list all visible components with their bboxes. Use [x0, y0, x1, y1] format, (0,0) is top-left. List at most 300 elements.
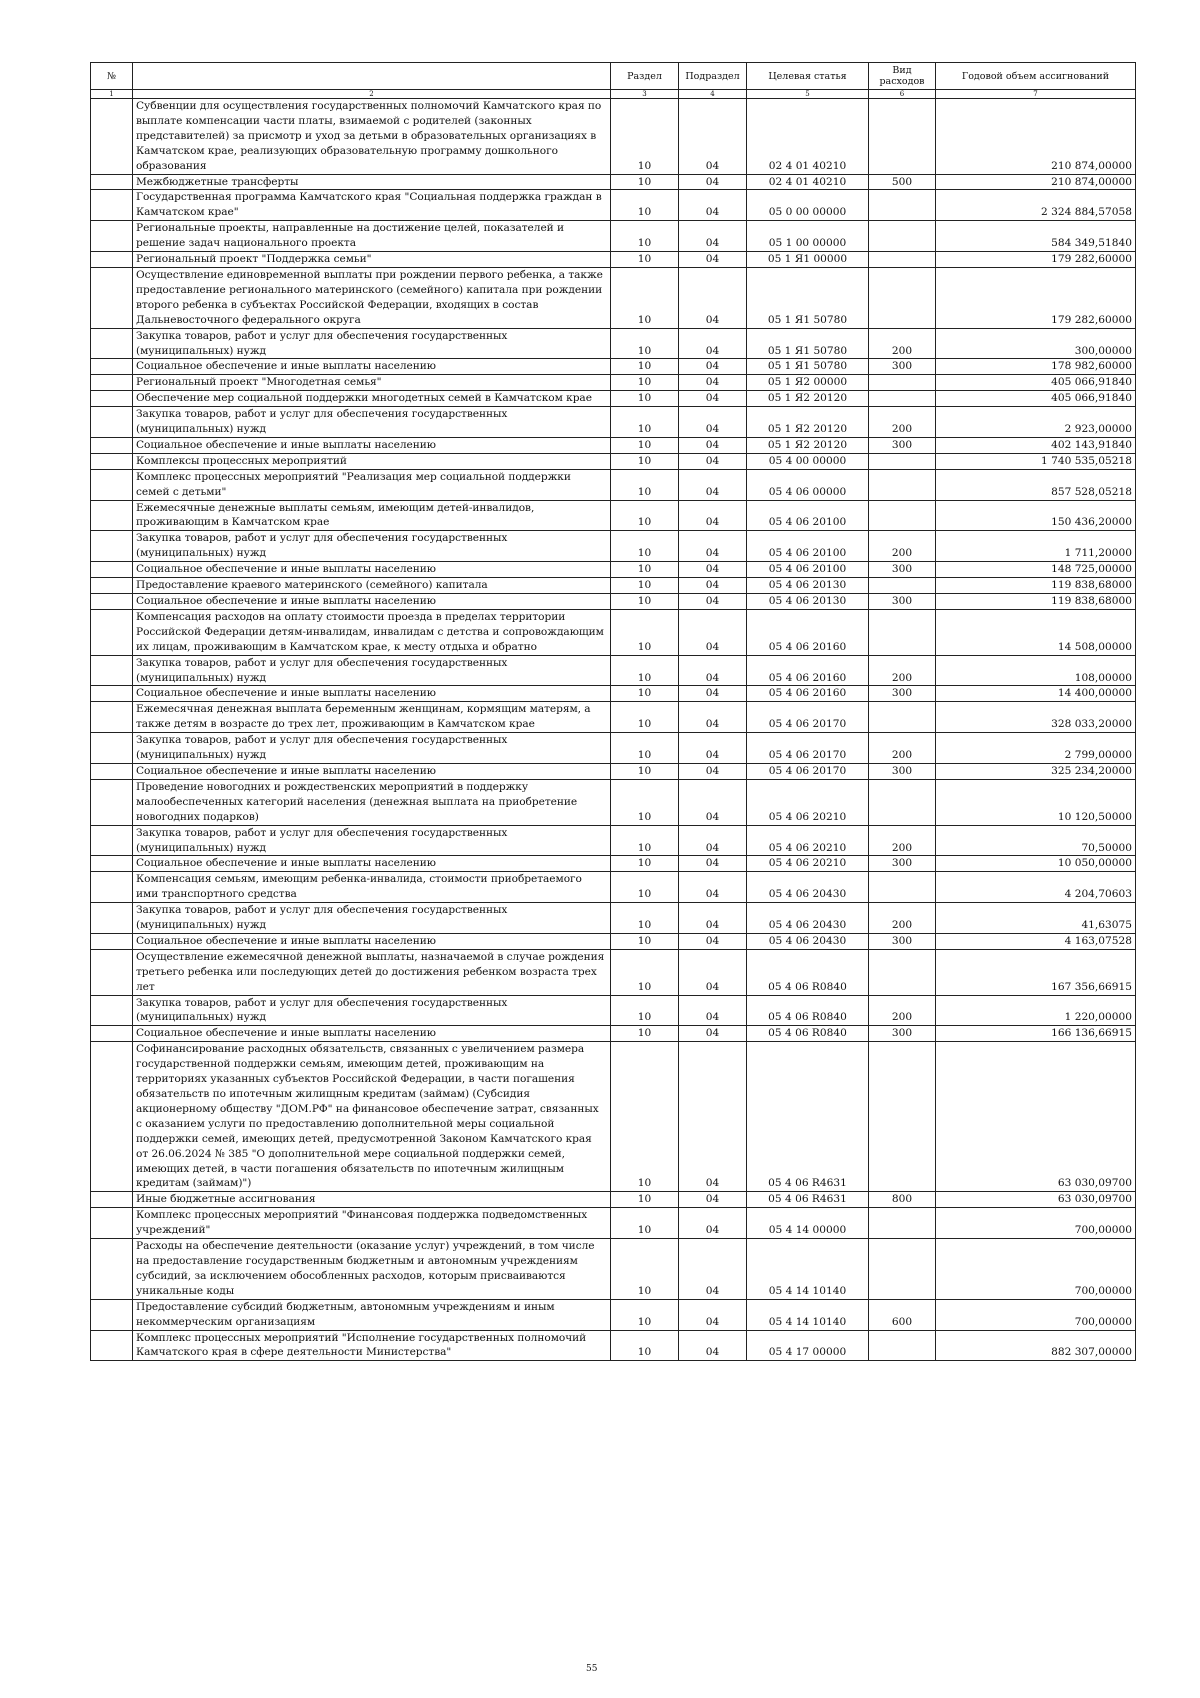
- row-subsection: 04: [679, 267, 747, 328]
- row-number: [91, 562, 133, 578]
- row-subsection: 04: [679, 655, 747, 686]
- col-index-4: 4: [679, 90, 747, 99]
- row-amount: 119 838,68000: [936, 594, 1136, 610]
- table-row: [91, 825, 1136, 856]
- table-row: [91, 763, 1136, 779]
- row-target-article: 05 1 Я1 50780: [747, 328, 869, 359]
- row-name: Государственная программа Камчатского края "Социальная поддержка граждан в Камчатском крае": [133, 190, 611, 221]
- row-name: Комплексы процессных мероприятий: [133, 453, 611, 469]
- row-section: 10: [611, 469, 679, 500]
- row-name: Осуществление единовременной выплаты при рождении первого ребенка, а также предоставление регионального материнского (семейного) капитала при рождении второго ребенка в субъектах Российской Федерации, входящих в состав Дальневосточного федерального округа: [133, 267, 611, 328]
- table-row: [91, 453, 1136, 469]
- row-subsection: 04: [679, 391, 747, 407]
- row-subsection: 04: [679, 99, 747, 175]
- row-amount: 405 066,91840: [936, 391, 1136, 407]
- row-target-article: 05 4 06 R0840: [747, 995, 869, 1026]
- row-section: 10: [611, 1330, 679, 1361]
- table-row: [91, 686, 1136, 702]
- row-target-article: 05 4 06 00000: [747, 469, 869, 500]
- row-target-article: 05 4 14 10140: [747, 1299, 869, 1330]
- row-amount: 70,50000: [936, 825, 1136, 856]
- row-name: Осуществление ежемесячной денежной выплаты, назначаемой в случае рождения третьего ребенка или последующих детей до достижения ребенком возраста трех лет: [133, 949, 611, 995]
- table-row: [91, 500, 1136, 531]
- row-number: [91, 933, 133, 949]
- row-expense-kind: [869, 252, 936, 268]
- table-row: [91, 1299, 1136, 1330]
- row-name: Межбюджетные трансферты: [133, 174, 611, 190]
- table-row: [91, 375, 1136, 391]
- row-subsection: 04: [679, 328, 747, 359]
- row-subsection: 04: [679, 407, 747, 438]
- row-target-article: 05 4 06 R0840: [747, 949, 869, 995]
- row-name: Закупка товаров, работ и услуг для обеспечения государственных (муниципальных) нужд: [133, 407, 611, 438]
- row-expense-kind: [869, 500, 936, 531]
- row-section: 10: [611, 500, 679, 531]
- row-expense-kind: [869, 872, 936, 903]
- table-row: [91, 221, 1136, 252]
- table-row: [91, 1192, 1136, 1208]
- row-name: Закупка товаров, работ и услуг для обеспечения государственных (муниципальных) нужд: [133, 328, 611, 359]
- row-section: 10: [611, 1239, 679, 1300]
- row-name: Иные бюджетные ассигнования: [133, 1192, 611, 1208]
- row-amount: 2 324 884,57058: [936, 190, 1136, 221]
- row-target-article: 05 4 06 20210: [747, 825, 869, 856]
- row-subsection: 04: [679, 359, 747, 375]
- row-name: Закупка товаров, работ и услуг для обеспечения государственных (муниципальных) нужд: [133, 655, 611, 686]
- row-number: [91, 578, 133, 594]
- row-section: 10: [611, 359, 679, 375]
- row-target-article: 05 4 06 20100: [747, 500, 869, 531]
- row-expense-kind: 500: [869, 174, 936, 190]
- row-target-article: 02 4 01 40210: [747, 99, 869, 175]
- row-section: 10: [611, 779, 679, 825]
- row-section: 10: [611, 453, 679, 469]
- row-amount: 179 282,60000: [936, 252, 1136, 268]
- table-row: [91, 562, 1136, 578]
- row-subsection: 04: [679, 609, 747, 655]
- row-section: 10: [611, 903, 679, 934]
- row-target-article: 05 1 Я1 50780: [747, 267, 869, 328]
- table-row: [91, 872, 1136, 903]
- row-number: [91, 1026, 133, 1042]
- table-row: [91, 469, 1136, 500]
- row-subsection: 04: [679, 686, 747, 702]
- row-number: [91, 252, 133, 268]
- row-section: 10: [611, 702, 679, 733]
- row-amount: 700,00000: [936, 1299, 1136, 1330]
- row-target-article: 05 4 06 20130: [747, 594, 869, 610]
- row-name: Комплекс процессных мероприятий "Исполнение государственных полномочий Камчатского края в сфере деятельности Министерства": [133, 1330, 611, 1361]
- row-amount: 167 356,66915: [936, 949, 1136, 995]
- row-name: Компенсация семьям, имеющим ребенка-инвалида, стоимости приобретаемого ими транспортного средства: [133, 872, 611, 903]
- row-name: Региональные проекты, направленные на достижение целей, показателей и решение задач национального проекта: [133, 221, 611, 252]
- row-amount: 150 436,20000: [936, 500, 1136, 531]
- row-number: [91, 856, 133, 872]
- row-target-article: 05 0 00 00000: [747, 190, 869, 221]
- row-section: 10: [611, 99, 679, 175]
- row-subsection: 04: [679, 453, 747, 469]
- row-amount: 10 050,00000: [936, 856, 1136, 872]
- row-target-article: 05 4 06 20100: [747, 562, 869, 578]
- col-header-article: Целевая статья: [747, 63, 869, 90]
- row-amount: 10 120,50000: [936, 779, 1136, 825]
- row-subsection: 04: [679, 763, 747, 779]
- budget-sheet: [90, 62, 1135, 1361]
- row-expense-kind: 300: [869, 594, 936, 610]
- table-row: [91, 328, 1136, 359]
- row-target-article: 05 4 06 20170: [747, 702, 869, 733]
- table-row: [91, 995, 1136, 1026]
- table-row: [91, 903, 1136, 934]
- row-amount: 63 030,09700: [936, 1192, 1136, 1208]
- row-amount: 328 033,20000: [936, 702, 1136, 733]
- row-expense-kind: [869, 453, 936, 469]
- row-section: 10: [611, 594, 679, 610]
- table-row: [91, 99, 1136, 175]
- row-expense-kind: [869, 267, 936, 328]
- row-subsection: 04: [679, 995, 747, 1026]
- col-index-1: 1: [91, 90, 133, 99]
- row-number: [91, 437, 133, 453]
- row-target-article: 05 1 Я2 20120: [747, 437, 869, 453]
- row-subsection: 04: [679, 221, 747, 252]
- row-number: [91, 702, 133, 733]
- row-amount: 1 220,00000: [936, 995, 1136, 1026]
- row-expense-kind: 200: [869, 531, 936, 562]
- row-section: 10: [611, 252, 679, 268]
- row-expense-kind: 200: [869, 328, 936, 359]
- row-subsection: 04: [679, 562, 747, 578]
- row-section: 10: [611, 1208, 679, 1239]
- row-target-article: 05 4 06 20430: [747, 872, 869, 903]
- table-row: [91, 1026, 1136, 1042]
- table-row: [91, 578, 1136, 594]
- row-expense-kind: [869, 391, 936, 407]
- row-section: 10: [611, 856, 679, 872]
- row-amount: 402 143,91840: [936, 437, 1136, 453]
- table-row: [91, 1208, 1136, 1239]
- row-subsection: 04: [679, 1299, 747, 1330]
- row-expense-kind: 200: [869, 733, 936, 764]
- row-name: Софинансирование расходных обязательств, связанных с увеличением размера государственной поддержки семьям, имеющим детей, проживающим на территориях указанных субъектов Российской Федерации, в части погашения обязательств по ипотечным жилищным кредитам (займам) (Субсидия акционерному обществу "ДОМ.РФ" на финансовое обеспечение затрат, связанных с оказанием услуги по предоставлению дополнительной меры социальной поддержки семей, имеющих детей, предусмотренной Законом Камчатского края от 26.06.2024 № 385 "О дополнительной мере социальной поддержки семей, имеющих детей, в части погашения обязательств по ипотечным жилищным кредитам (займам)"): [133, 1042, 611, 1192]
- row-section: 10: [611, 190, 679, 221]
- table-header-row: [91, 63, 1136, 90]
- row-amount: 14 508,00000: [936, 609, 1136, 655]
- table-row: [91, 594, 1136, 610]
- row-number: [91, 174, 133, 190]
- col-index-7: 7: [936, 90, 1136, 99]
- row-expense-kind: [869, 375, 936, 391]
- row-target-article: 05 4 06 20130: [747, 578, 869, 594]
- table-row: [91, 190, 1136, 221]
- row-expense-kind: [869, 469, 936, 500]
- row-number: [91, 1192, 133, 1208]
- row-expense-kind: 300: [869, 763, 936, 779]
- row-name: Социальное обеспечение и иные выплаты населению: [133, 686, 611, 702]
- row-name: Социальное обеспечение и иные выплаты населению: [133, 763, 611, 779]
- row-name: Закупка товаров, работ и услуг для обеспечения государственных (муниципальных) нужд: [133, 531, 611, 562]
- row-number: [91, 903, 133, 934]
- row-target-article: 05 1 Я2 20120: [747, 391, 869, 407]
- col-header-name: [133, 63, 611, 90]
- table-row: [91, 1042, 1136, 1192]
- row-subsection: 04: [679, 1330, 747, 1361]
- row-name: Закупка товаров, работ и услуг для обеспечения государственных (муниципальных) нужд: [133, 825, 611, 856]
- table-row: [91, 949, 1136, 995]
- col-index-6: 6: [869, 90, 936, 99]
- row-number: [91, 763, 133, 779]
- row-expense-kind: 200: [869, 407, 936, 438]
- row-target-article: 05 4 06 20430: [747, 933, 869, 949]
- row-number: [91, 500, 133, 531]
- table-row: [91, 779, 1136, 825]
- row-target-article: 05 1 00 00000: [747, 221, 869, 252]
- row-section: 10: [611, 407, 679, 438]
- row-expense-kind: 200: [869, 825, 936, 856]
- row-target-article: 05 4 06 20210: [747, 856, 869, 872]
- row-target-article: 02 4 01 40210: [747, 174, 869, 190]
- row-expense-kind: 200: [869, 655, 936, 686]
- row-number: [91, 391, 133, 407]
- row-section: 10: [611, 655, 679, 686]
- row-target-article: 05 4 06 R4631: [747, 1192, 869, 1208]
- row-subsection: 04: [679, 933, 747, 949]
- row-expense-kind: [869, 1208, 936, 1239]
- table-row: [91, 1330, 1136, 1361]
- row-name: Социальное обеспечение и иные выплаты населению: [133, 594, 611, 610]
- row-expense-kind: [869, 1239, 936, 1300]
- table-row: [91, 407, 1136, 438]
- table-row: [91, 174, 1136, 190]
- row-number: [91, 1208, 133, 1239]
- row-number: [91, 453, 133, 469]
- row-name: Региональный проект "Поддержка семьи": [133, 252, 611, 268]
- row-name: Ежемесячная денежная выплата беременным женщинам, кормящим матерям, а также детям в возрасте до трех лет, проживающим в Камчатском крае: [133, 702, 611, 733]
- row-target-article: 05 4 06 20170: [747, 763, 869, 779]
- row-name: Субвенции для осуществления государственных полномочий Камчатского края по выплате компенсации части платы, взимаемой с родителей (законных представителей) за присмотр и уход за детьми в образовательных организациях в Камчатском крае, реализующих образовательную программу дошкольного образования: [133, 99, 611, 175]
- row-amount: 210 874,00000: [936, 99, 1136, 175]
- row-name: Закупка товаров, работ и услуг для обеспечения государственных (муниципальных) нужд: [133, 903, 611, 934]
- table-row: [91, 531, 1136, 562]
- row-subsection: 04: [679, 903, 747, 934]
- table-row: [91, 933, 1136, 949]
- row-number: [91, 949, 133, 995]
- row-name: Обеспечение мер социальной поддержки многодетных семей в Камчатском крае: [133, 391, 611, 407]
- row-number: [91, 609, 133, 655]
- row-name: Социальное обеспечение и иные выплаты населению: [133, 933, 611, 949]
- budget-table: [90, 62, 1136, 1361]
- row-subsection: 04: [679, 872, 747, 903]
- row-section: 10: [611, 578, 679, 594]
- row-amount: 179 282,60000: [936, 267, 1136, 328]
- row-target-article: 05 1 Я2 20120: [747, 407, 869, 438]
- row-section: 10: [611, 1299, 679, 1330]
- row-amount: 210 874,00000: [936, 174, 1136, 190]
- row-target-article: 05 4 06 20170: [747, 733, 869, 764]
- row-name: Региональный проект "Многодетная семья": [133, 375, 611, 391]
- table-row: [91, 437, 1136, 453]
- col-header-kind: Вид расходов: [869, 63, 936, 90]
- row-expense-kind: 300: [869, 1026, 936, 1042]
- row-target-article: 05 4 14 00000: [747, 1208, 869, 1239]
- table-index-row: [91, 90, 1136, 99]
- row-expense-kind: 300: [869, 437, 936, 453]
- row-subsection: 04: [679, 949, 747, 995]
- row-expense-kind: 300: [869, 856, 936, 872]
- row-section: 10: [611, 267, 679, 328]
- row-amount: 41,63075: [936, 903, 1136, 934]
- row-number: [91, 359, 133, 375]
- row-target-article: 05 1 Я1 50780: [747, 359, 869, 375]
- row-section: 10: [611, 328, 679, 359]
- row-expense-kind: 300: [869, 562, 936, 578]
- row-subsection: 04: [679, 733, 747, 764]
- row-expense-kind: 300: [869, 359, 936, 375]
- row-subsection: 04: [679, 856, 747, 872]
- row-target-article: 05 4 06 20160: [747, 686, 869, 702]
- row-subsection: 04: [679, 437, 747, 453]
- row-name: Предоставление краевого материнского (семейного) капитала: [133, 578, 611, 594]
- col-header-section: Раздел: [611, 63, 679, 90]
- row-target-article: 05 4 06 R4631: [747, 1042, 869, 1192]
- row-amount: 119 838,68000: [936, 578, 1136, 594]
- row-expense-kind: 300: [869, 933, 936, 949]
- col-index-5: 5: [747, 90, 869, 99]
- row-expense-kind: [869, 1330, 936, 1361]
- row-name: Компенсация расходов на оплату стоимости проезда в пределах территории Российской Федерации детям-инвалидам, инвалидам с детства и сопровождающим их лицам, проживающим в Камчатском крае, к месту отдыха и обратно: [133, 609, 611, 655]
- row-amount: 2 799,00000: [936, 733, 1136, 764]
- table-row: [91, 655, 1136, 686]
- row-name: Расходы на обеспечение деятельности (оказание услуг) учреждений, в том числе на предоставление государственным бюджетным и автономным учреждениям субсидий, за исключением обособленных расходов, которым присваиваются уникальные коды: [133, 1239, 611, 1300]
- row-target-article: 05 4 06 R0840: [747, 1026, 869, 1042]
- row-subsection: 04: [679, 779, 747, 825]
- row-subsection: 04: [679, 500, 747, 531]
- table-row: [91, 391, 1136, 407]
- row-expense-kind: [869, 609, 936, 655]
- row-section: 10: [611, 1192, 679, 1208]
- row-expense-kind: [869, 99, 936, 175]
- col-header-subsection: Подраздел: [679, 63, 747, 90]
- row-section: 10: [611, 1042, 679, 1192]
- row-section: 10: [611, 562, 679, 578]
- row-section: 10: [611, 763, 679, 779]
- row-amount: 63 030,09700: [936, 1042, 1136, 1192]
- row-target-article: 05 1 Я1 00000: [747, 252, 869, 268]
- row-section: 10: [611, 733, 679, 764]
- row-subsection: 04: [679, 190, 747, 221]
- row-subsection: 04: [679, 1192, 747, 1208]
- row-name: Социальное обеспечение и иные выплаты населению: [133, 359, 611, 375]
- row-expense-kind: 200: [869, 903, 936, 934]
- row-subsection: 04: [679, 578, 747, 594]
- row-number: [91, 733, 133, 764]
- row-name: Комплекс процессных мероприятий "Финансовая поддержка подведомственных учреждений": [133, 1208, 611, 1239]
- row-amount: 14 400,00000: [936, 686, 1136, 702]
- row-amount: 300,00000: [936, 328, 1136, 359]
- table-body: [91, 99, 1136, 1361]
- row-section: 10: [611, 872, 679, 903]
- row-number: [91, 1042, 133, 1192]
- table-row: [91, 359, 1136, 375]
- row-number: [91, 267, 133, 328]
- row-amount: 4 163,07528: [936, 933, 1136, 949]
- row-name: Закупка товаров, работ и услуг для обеспечения государственных (муниципальных) нужд: [133, 995, 611, 1026]
- row-expense-kind: [869, 1042, 936, 1192]
- row-expense-kind: [869, 779, 936, 825]
- row-subsection: 04: [679, 1208, 747, 1239]
- row-number: [91, 407, 133, 438]
- row-section: 10: [611, 437, 679, 453]
- row-subsection: 04: [679, 252, 747, 268]
- row-expense-kind: [869, 578, 936, 594]
- row-amount: 857 528,05218: [936, 469, 1136, 500]
- row-name: Социальное обеспечение и иные выплаты населению: [133, 1026, 611, 1042]
- row-name: Социальное обеспечение и иные выплаты населению: [133, 437, 611, 453]
- row-subsection: 04: [679, 375, 747, 391]
- row-amount: 405 066,91840: [936, 375, 1136, 391]
- row-subsection: 04: [679, 469, 747, 500]
- table-row: [91, 733, 1136, 764]
- row-name: Комплекс процессных мероприятий "Реализация мер социальной поддержки семей с детьми": [133, 469, 611, 500]
- row-subsection: 04: [679, 1026, 747, 1042]
- row-subsection: 04: [679, 174, 747, 190]
- row-name: Закупка товаров, работ и услуг для обеспечения государственных (муниципальных) нужд: [133, 733, 611, 764]
- row-target-article: 05 4 14 10140: [747, 1239, 869, 1300]
- row-number: [91, 1299, 133, 1330]
- row-amount: 325 234,20000: [936, 763, 1136, 779]
- row-target-article: 05 4 06 20430: [747, 903, 869, 934]
- row-name: Ежемесячные денежные выплаты семьям, имеющим детей-инвалидов, проживающим в Камчатском крае: [133, 500, 611, 531]
- row-subsection: 04: [679, 1042, 747, 1192]
- col-header-num: №: [91, 63, 133, 90]
- row-subsection: 04: [679, 531, 747, 562]
- row-number: [91, 872, 133, 903]
- row-number: [91, 469, 133, 500]
- row-name: Предоставление субсидий бюджетным, автономным учреждениям и иным некоммерческим организациям: [133, 1299, 611, 1330]
- row-amount: 2 923,00000: [936, 407, 1136, 438]
- col-index-3: 3: [611, 90, 679, 99]
- row-amount: 166 136,66915: [936, 1026, 1136, 1042]
- row-amount: 882 307,00000: [936, 1330, 1136, 1361]
- row-number: [91, 686, 133, 702]
- row-name: Проведение новогодних и рождественских мероприятий в поддержку малообеспеченных категорий населения (денежная выплата на приобретение новогодних подарков): [133, 779, 611, 825]
- row-section: 10: [611, 1026, 679, 1042]
- row-amount: 108,00000: [936, 655, 1136, 686]
- row-name: Социальное обеспечение и иные выплаты населению: [133, 856, 611, 872]
- row-number: [91, 531, 133, 562]
- row-expense-kind: [869, 190, 936, 221]
- row-expense-kind: 300: [869, 686, 936, 702]
- table-row: [91, 252, 1136, 268]
- row-section: 10: [611, 933, 679, 949]
- row-section: 10: [611, 375, 679, 391]
- row-number: [91, 221, 133, 252]
- row-amount: 178 982,60000: [936, 359, 1136, 375]
- row-number: [91, 995, 133, 1026]
- col-header-amount: Годовой объем ассигнований: [936, 63, 1136, 90]
- table-row: [91, 267, 1136, 328]
- col-index-2: 2: [133, 90, 611, 99]
- row-amount: 700,00000: [936, 1239, 1136, 1300]
- row-section: 10: [611, 391, 679, 407]
- row-subsection: 04: [679, 702, 747, 733]
- row-amount: 148 725,00000: [936, 562, 1136, 578]
- row-section: 10: [611, 995, 679, 1026]
- row-target-article: 05 4 00 00000: [747, 453, 869, 469]
- row-expense-kind: [869, 221, 936, 252]
- row-number: [91, 825, 133, 856]
- row-section: 10: [611, 949, 679, 995]
